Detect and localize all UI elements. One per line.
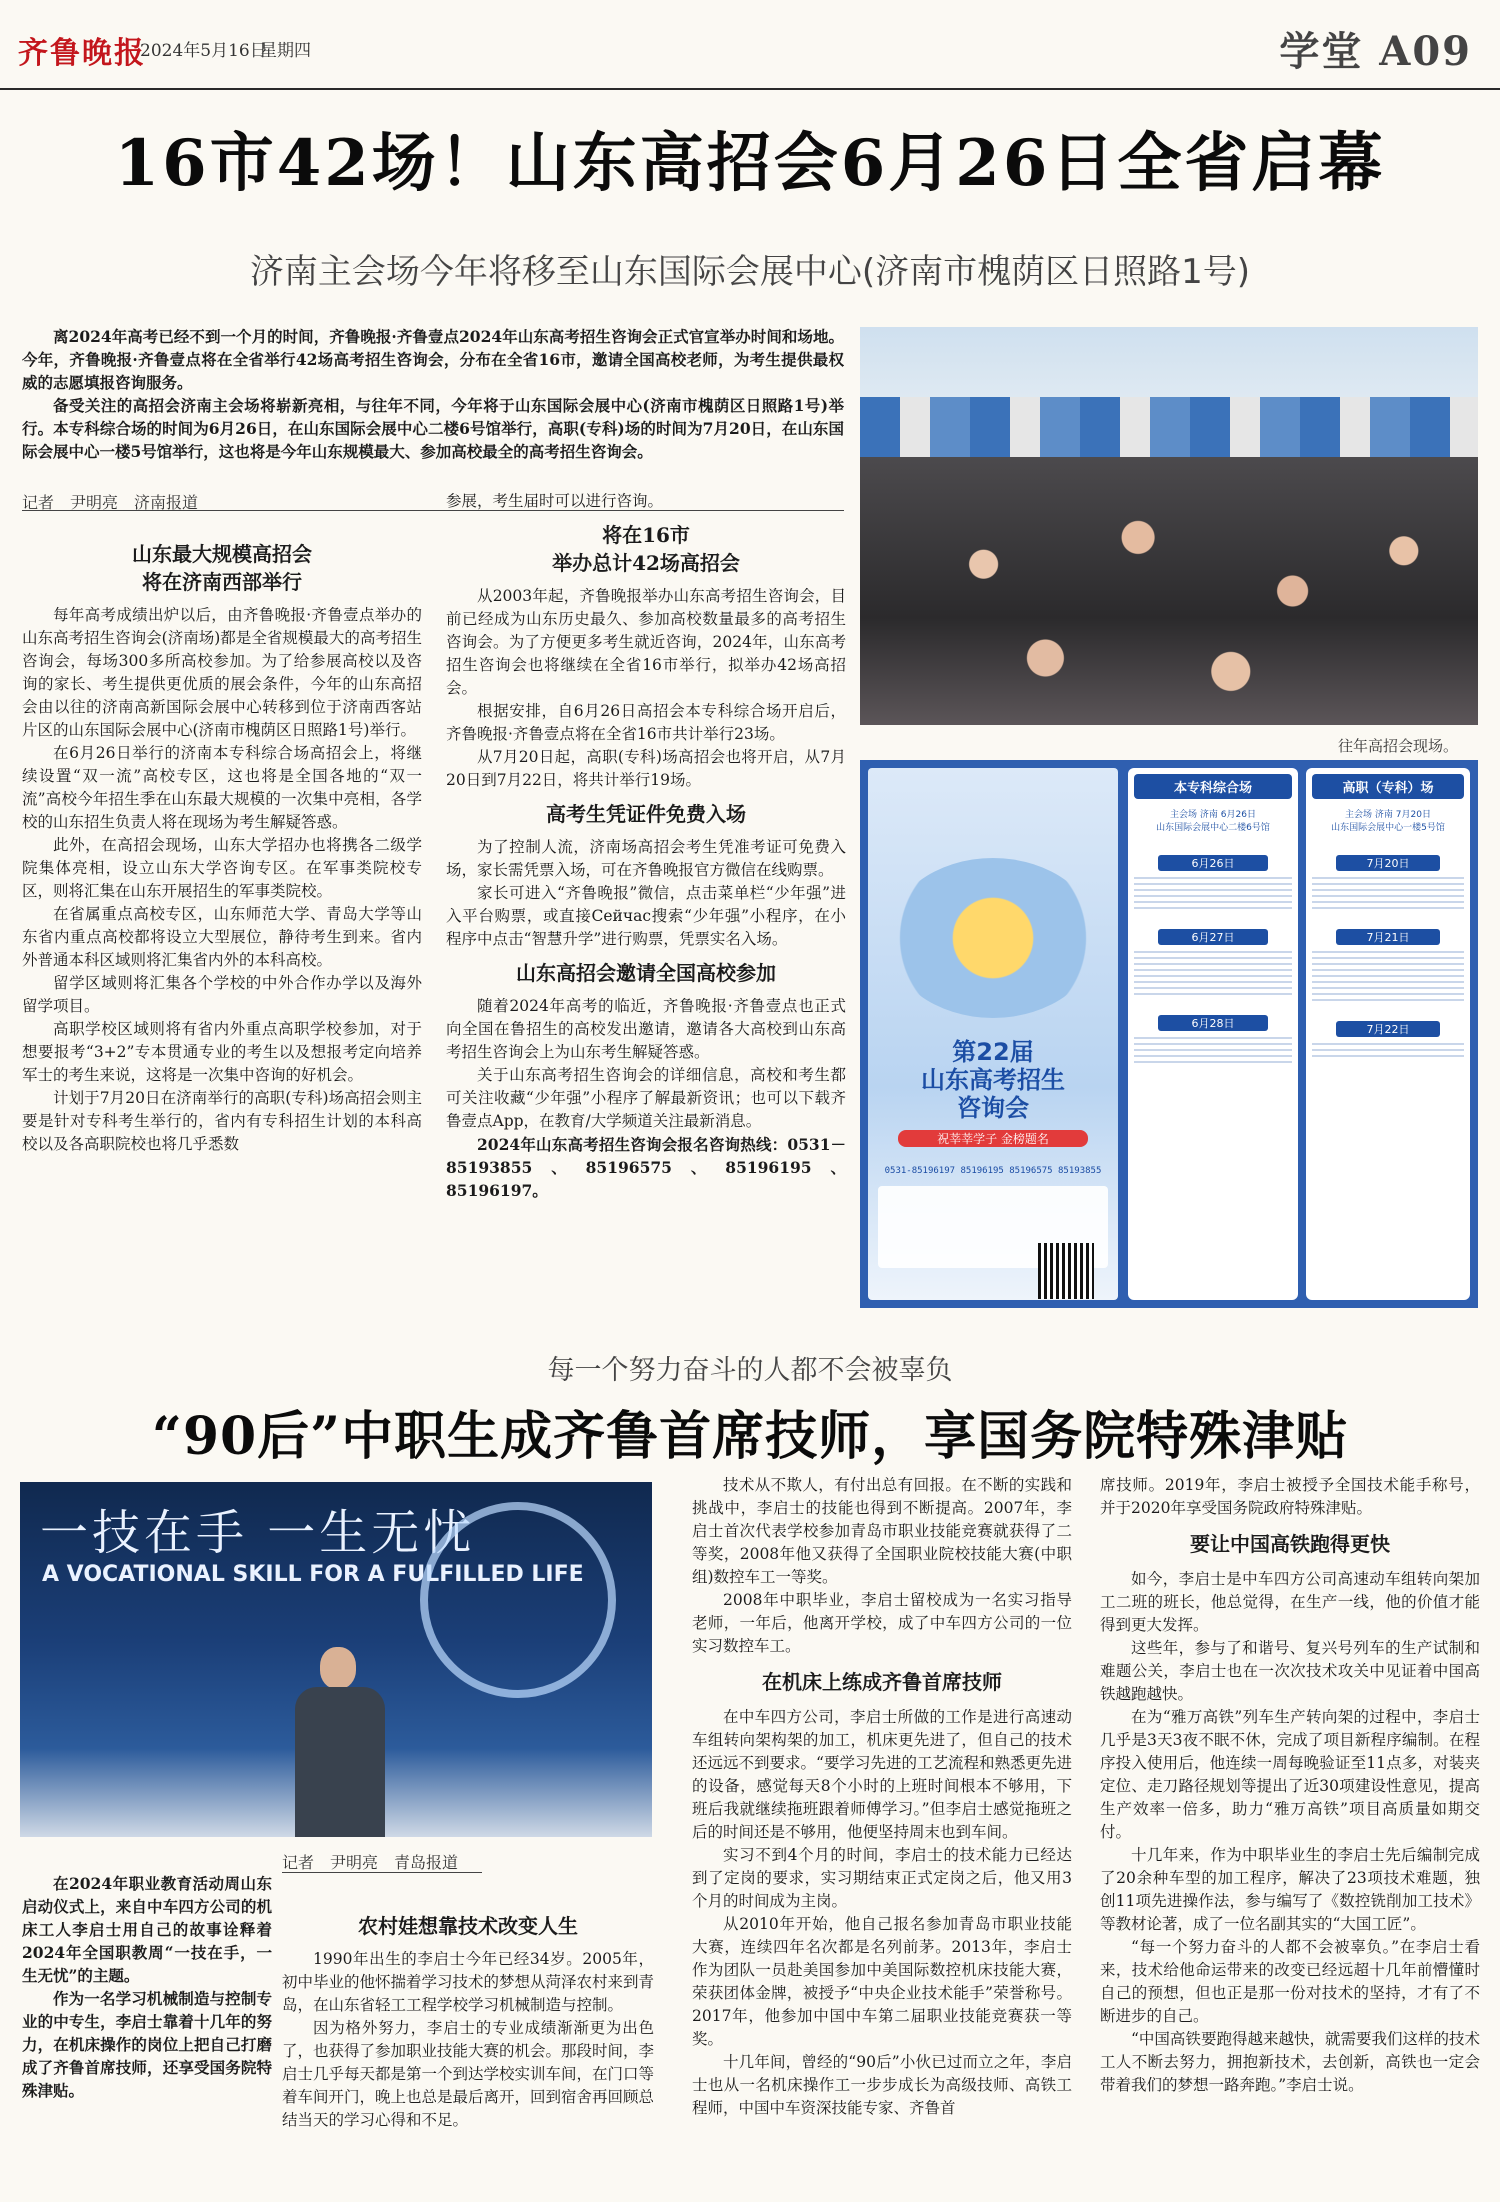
schedule-column-undergrad bbox=[1128, 768, 1298, 1300]
issue-weekday: 星期四 bbox=[260, 41, 311, 61]
schedule-date: 7月20日 bbox=[1336, 855, 1440, 871]
schedule-column-vocational bbox=[1306, 768, 1470, 1300]
hotline: 2024年山东高考招生咨询会报名咨询热线：0531－85193855、85196575、85196195、85196197。 bbox=[446, 1135, 846, 1200]
story2-column-1 bbox=[282, 1912, 654, 2132]
subhead: 高考生凭证件免费入场 bbox=[546, 802, 746, 826]
subhead: 要让中国高铁跑得更快 bbox=[1190, 1532, 1390, 1556]
expo-crowd-photo bbox=[860, 327, 1478, 725]
clock-illustration bbox=[888, 858, 1098, 1018]
expo-poster bbox=[860, 760, 1478, 1308]
paragraph: 留学区域则将汇集各个学校的中外合作办学以及海外留学项目。 bbox=[22, 974, 422, 1015]
paragraph: 2008年中职毕业，李启士留校成为一名实习指导老师，一年后，他离开学校，成了中车四方公司的一位实习数控车工。 bbox=[692, 1591, 1072, 1655]
paragraph: 每年高考成绩出炉以后，由齐鲁晚报·齐鲁壹点举办的山东高考招生咨询会(济南场)都是全省规模最大的高考招生咨询会，每场300多所高校参加。为了给参展高校以及咨询的家长、考生提供更优质的展会条件，今年的山东高招会由以往的济南高新国际会展中心转移到位于济南西客站片区的山东国际会展中心(济南市槐荫区日照路1号)举行。 bbox=[22, 606, 422, 739]
paragraph: 席技师。2019年，李启士被授予全国技术能手称号，并于2020年享受国务院政府特殊津贴。 bbox=[1100, 1476, 1480, 1517]
issue-date: 2024年5月16日 bbox=[140, 41, 267, 61]
technician-photo bbox=[20, 1482, 652, 1837]
story1-column-2 bbox=[446, 490, 846, 1202]
paragraph: 如今，李启士是中车四方公司高速动车组转向架加工二班的班长，他总觉得，在生产一线，他的价值才能得到更大发挥。 bbox=[1100, 1570, 1480, 1634]
story2-kicker: 每一个努力奋斗的人都不会被辜负 bbox=[547, 1355, 953, 1386]
booth-banners bbox=[860, 397, 1478, 457]
lead-paragraph: 离2024年高考已经不到一个月的时间，齐鲁晚报·齐鲁壹点2024年山东高考招生咨询会正式官宣举办时间和场地。今年，齐鲁晚报·齐鲁壹点将在全省举行42场高考招生咨询会，分布在全省16市，邀请全国高校老师，为考生提供最权威的志愿填报咨询服务。 bbox=[22, 327, 844, 392]
story1-subheadline: 济南主会场今年将移至山东国际会展中心(济南市槐荫区日照路1号) bbox=[249, 252, 1251, 292]
paragraph: 计划于7月20日在济南举行的高职(专科)场高招会则主要是针对专科考生举行的，省内有专科招生计划的本科高校以及各高职院校也将几乎悉数 bbox=[22, 1089, 422, 1153]
paragraph: 从2003年起，齐鲁晚报举办山东高考招生咨询会，目前已经成为山东历史最久、参加高校数量最多的高考招生咨询会。为了方便更多考生就近咨询，2024年，山东高考招生咨询会也将继续在全省16市举行，拟举办42场高招会。 bbox=[446, 587, 846, 697]
paragraph: 十几年来，作为中职毕业生的李启士先后编制完成了20余种车型的加工程序，解决了23项技术难题，独创11项先进操作法，参与编写了《数控铣削加工技术》等教材论著，成了一位名副其实的“大国工匠”。 bbox=[1100, 1846, 1480, 1933]
paragraph: 在为“雅万高铁”列车生产转向架的过程中，李启士几乎是3天3夜不眠不休，完成了项目新程序编制。在程序投入使用后，他连续一周每晚验证至11点多，对装夹定位、走刀路径规划等提出了近30项建设性意见，提高生产效率一倍多，助力“雅万高铁”项目高质量如期交付。 bbox=[1100, 1708, 1480, 1841]
story2-byline: 记者 尹明亮 青岛报道 bbox=[282, 1853, 459, 1872]
main-venue: 主会场 济南 7月20日 山东国际会展中心一楼5号馆 bbox=[1331, 810, 1445, 833]
paragraph: 这些年，参与了和谐号、复兴号列车的生产试制和难题公关，李启士也在一次次技术攻关中见证着中国高铁越跑越快。 bbox=[1100, 1639, 1480, 1703]
schedule-date: 6月28日 bbox=[1158, 1015, 1268, 1031]
story2-headline: “90后”中职生成齐鲁首席技师，享国务院特殊津贴 bbox=[151, 1406, 1349, 1467]
newspaper-logo: 齐鲁晚报 bbox=[18, 36, 146, 71]
subhead: 在机床上练成齐鲁首席技师 bbox=[762, 1670, 1002, 1694]
paragraph: “每一个努力奋斗的人都不会被辜负。”在李启士看来，技术给他命运带来的改变已经远超十几年前懵懂时自己的预想，但也正是那一份对技术的坚持，才有了不断进步的自己。 bbox=[1100, 1938, 1480, 2025]
paragraph: 高职学校区域则将有省内外重点高职学校参加，对于想要报考“3+2”专本贯通专业的考生以及想报考定向培养军士的考生来说，这将是一次集中咨询的好机会。 bbox=[22, 1020, 422, 1084]
paragraph: 因为格外努力，李启士的专业成绩渐渐更为出色了，也获得了参加职业技能大赛的机会。那段时间，李启士几乎每天都是第一个到达学校实训车间，在门口等着车间开门，晚上也总是最后离开，回到宿舍再回顾总结当天的学习心得和不足。 bbox=[282, 2019, 655, 2129]
qr-code bbox=[1038, 1243, 1094, 1299]
story2-column-2 bbox=[692, 1474, 1072, 2120]
paragraph: 十几年间，曾经的“90后”小伙已过而立之年，李启士也从一名机床操作工一步步成长为高级技师、高铁工程师，中国中车资深技能专家、齐鲁首 bbox=[692, 2053, 1072, 2117]
divider bbox=[282, 1872, 482, 1873]
schedule-date: 7月22日 bbox=[1336, 1021, 1440, 1037]
stage-slogan-en: A VOCATIONAL SKILL FOR A FULFILLED LIFE bbox=[42, 1562, 584, 1587]
paragraph: 随着2024年高考的临近，齐鲁晚报·齐鲁壹点也正式向全国在鲁招生的高校发出邀请，邀请各大高校到山东高考招生咨询会上为山东考生解疑答惑。 bbox=[446, 997, 846, 1061]
story1-byline: 记者 尹明亮 济南报道 bbox=[22, 493, 199, 512]
stage-slogan-cn: 一技在手 一生无忧 bbox=[40, 1505, 476, 1561]
crowd bbox=[860, 457, 1478, 725]
story1-lead bbox=[22, 325, 844, 463]
poster-phone: 0531-85196197 85196195 85196575 85193855 bbox=[884, 1166, 1102, 1176]
paragraph: 此外，在高招会现场，山东大学招办也将携各二级学院集体亮相，设立山东大学咨询专区。在军事类院校专区，则将汇集在山东开展招生的军事类院校。 bbox=[22, 836, 422, 900]
intro-paragraph: 作为一名学习机械制造与控制专业的中专生，李启士靠着十几年的努力，在机床操作的岗位上把自己打磨成了齐鲁首席技师，还享受国务院特殊津贴。 bbox=[22, 1989, 272, 2100]
schedule-date: 6月27日 bbox=[1158, 929, 1268, 945]
paragraph: 参展，考生届时可以进行咨询。 bbox=[446, 492, 664, 510]
subhead: 山东最大规模高招会 将在济南西部举行 bbox=[132, 542, 312, 594]
poster-title: 第22届 山东高考招生 咨询会 bbox=[921, 1038, 1065, 1122]
subhead: 农村娃想靠技术改变人生 bbox=[358, 1914, 578, 1938]
story2-column-3 bbox=[1100, 1474, 1480, 2097]
paragraph: 从2010年开始，他自己报名参加青岛市职业技能大赛，连续四年名次都是名列前茅。2013年，李启士作为团队一员赴美国参加中美国际数控机床技能大赛，荣获团体金牌，被授予“中央企业技术能手”荣誉称号。2017年，他参加中国中车第二届职业技能竞赛获一等奖。 bbox=[692, 1915, 1072, 2048]
paragraph: 根据安排，自6月26日高招会本专科综合场开启后，齐鲁晚报·齐鲁壹点将在全省16市共计举行23场。 bbox=[446, 702, 846, 743]
paragraph: 1990年出生的李启士今年已经34岁。2005年，初中毕业的他怀揣着学习技术的梦想从菏泽农村来到青岛，在山东省轻工工程学校学习机械制造与控制。 bbox=[282, 1950, 655, 2014]
paragraph: 实习不到4个月的时间，李启士的技术能力已经达到了定岗的要求，实习期结束正式定岗之后，他又用3个月的时间成为主岗。 bbox=[692, 1846, 1072, 1910]
poster-cover bbox=[868, 768, 1118, 1300]
paragraph: 为了控制人流，济南场高招会考生凭准考证可免费入场，家长需凭票入场，可在齐鲁晚报官方微信在线购票。 bbox=[446, 838, 846, 879]
subhead: 将在16市 举办总计42场高招会 bbox=[552, 523, 740, 575]
schedule-date: 7月21日 bbox=[1336, 929, 1440, 945]
paragraph: “中国高铁要跑得越来越快，就需要我们这样的技术工人不断去努力，拥抱新技术，去创新，高铁也一定会带着我们的梦想一路奔跑。”李启士说。 bbox=[1100, 2030, 1480, 2094]
lead-paragraph: 备受关注的高招会济南主会场将崭新亮相，与往年不同，今年将于山东国际会展中心(济南市槐荫区日照路1号)举行。本专科综合场的时间为6月26日，在山东国际会展中心二楼6号馆举行，高职(专科)场的时间为7月20日，在山东国际会展中心一楼5号馆举行，这也将是今年山东规模最大、参加高校最全的高考招生咨询会。 bbox=[22, 396, 844, 461]
story1-column-1 bbox=[22, 540, 422, 1156]
paragraph: 在省属重点高校专区，山东师范大学、青岛大学等山东省内重点高校都将设立大型展位，静待考生到来。省内外普通本科区域则将汇集省内外的本科高校。 bbox=[22, 905, 422, 969]
paragraph: 从7月20日起，高职(专科)场高招会也将开启，从7月20日到7月22日，将共计举行19场。 bbox=[446, 748, 846, 789]
stage-ring bbox=[420, 1502, 616, 1698]
schedule-date: 6月26日 bbox=[1158, 855, 1268, 871]
photo-caption: 往年高招会现场。 bbox=[1338, 737, 1459, 755]
paragraph: 在6月26日举行的济南本专科综合场高招会上，将继续设置“双一流”高校专区，这也将是全国各地的“双一流”高校今年招生季在山东最大规模的一次集中亮相，各学校的山东招生负责人将在现场为考生解疑答惑。 bbox=[22, 744, 422, 831]
schedule-header: 本专科综合场 bbox=[1134, 774, 1292, 799]
story2-intro bbox=[22, 1872, 272, 2102]
paragraph: 关于山东高考招生咨询会的详细信息，高校和考生都可关注收藏“少年强”小程序了解最新资讯；也可以下载齐鲁壹点App，在教育/大学频道关注最新消息。 bbox=[446, 1066, 846, 1130]
main-venue: 主会场 济南 6月26日 山东国际会展中心二楼6号馆 bbox=[1156, 810, 1270, 833]
intro-paragraph: 在2024年职业教育活动周山东启动仪式上，来自中车四方公司的机床工人李启士用自己的故事诠释着2024年全国职教周“一技在手，一生无忧”的主题。 bbox=[22, 1874, 272, 1985]
person-head bbox=[320, 1647, 356, 1689]
section-label: 学堂 A09 bbox=[1279, 28, 1472, 75]
story1-headline: 16市42场！山东高招会6月26日全省启幕 bbox=[114, 126, 1386, 201]
masthead bbox=[0, 0, 1500, 90]
subhead: 山东高招会邀请全国高校参加 bbox=[516, 961, 776, 985]
paragraph: 在中车四方公司，李启士所做的工作是进行高速动车组转向架构架的加工，机床更先进了，但自己的技术还远远不到要求。“要学习先进的工艺流程和熟悉更先进的设备，感觉每天8个小时的上班时间根本不够用，下班后我就继续拖班跟着师傅学习。”但李启士感觉拖班之后的时间还是不够用，他便坚持周末也到车间。 bbox=[692, 1708, 1072, 1841]
paragraph: 家长可进入“齐鲁晚报”微信，点击菜单栏“少年强”进入平台购票，或直接Сейчас搜索“少年强”小程序，在小程序中点击“智慧升学”进行购票，凭票实名入场。 bbox=[446, 884, 846, 948]
poster-slogan: 祝莘莘学子 金榜题名 bbox=[898, 1130, 1088, 1147]
schedule-header: 高职（专科）场 bbox=[1312, 774, 1464, 799]
paragraph: 技术从不欺人，有付出总有回报。在不断的实践和挑战中，李启士的技能也得到不断提高。2007年，李启士首次代表学校参加青岛市职业技能竞赛就获得了二等奖，2008年他又获得了全国职业院校技能大赛(中职组)数控车工一等奖。 bbox=[692, 1476, 1072, 1586]
person-body bbox=[295, 1687, 385, 1837]
